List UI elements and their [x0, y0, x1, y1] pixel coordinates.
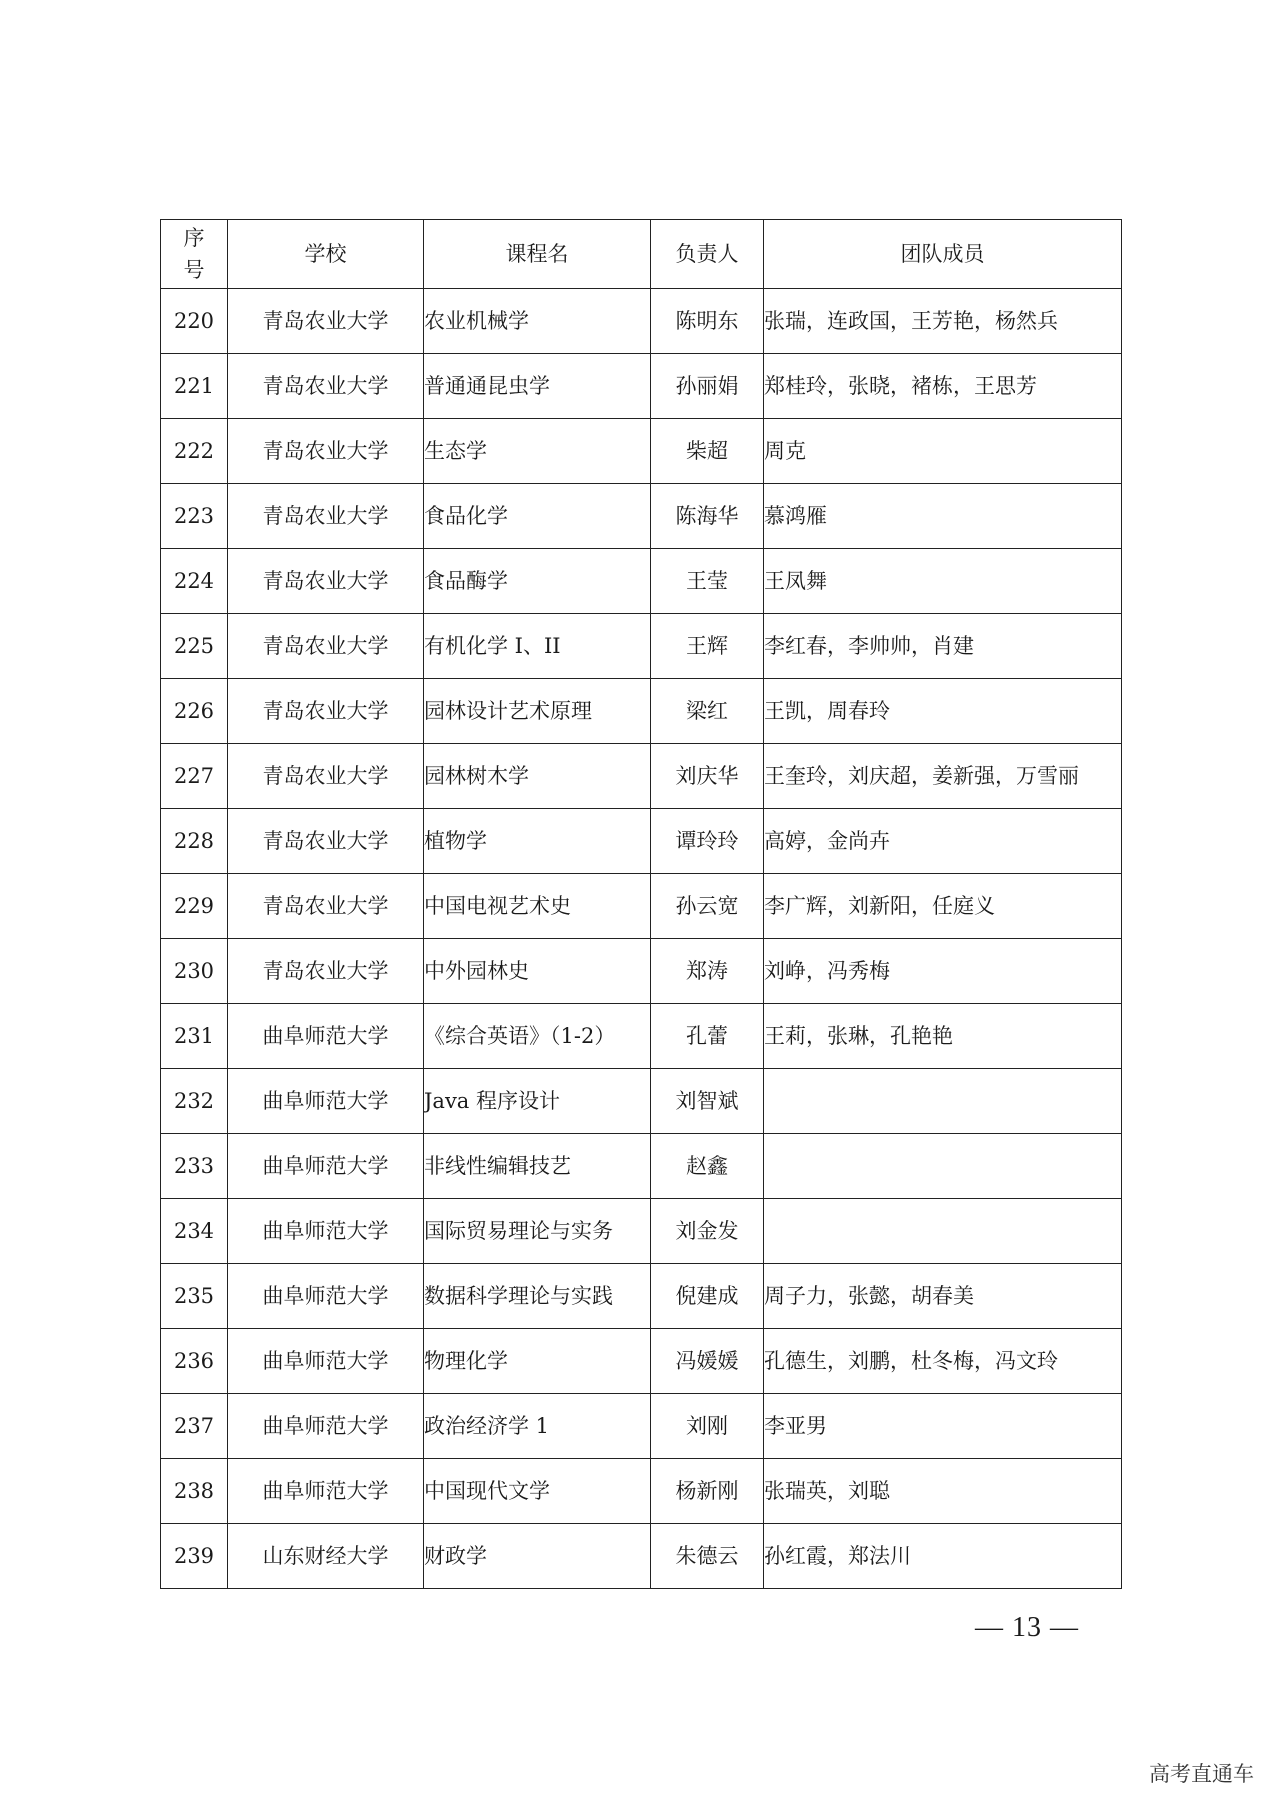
cell-num: 228	[161, 809, 228, 874]
cell-school: 青岛农业大学	[228, 354, 424, 419]
cell-school: 青岛农业大学	[228, 939, 424, 1004]
cell-team: 高婷，金尚卉	[764, 809, 1122, 874]
cell-school: 青岛农业大学	[228, 549, 424, 614]
cell-course: Java 程序设计	[424, 1069, 651, 1134]
cell-course: 园林树木学	[424, 744, 651, 809]
cell-school: 曲阜师范大学	[228, 1004, 424, 1069]
table-row	[161, 744, 1122, 809]
cell-num: 239	[161, 1524, 228, 1589]
cell-school: 青岛农业大学	[228, 484, 424, 549]
cell-school: 山东财经大学	[228, 1524, 424, 1589]
cell-course: 中外园林史	[424, 939, 651, 1004]
table-row	[161, 1199, 1122, 1264]
table-row	[161, 809, 1122, 874]
cell-team: 王凤舞	[764, 549, 1122, 614]
watermark: 高考直通车	[1149, 1762, 1254, 1786]
header-row	[161, 220, 1122, 289]
cell-num: 237	[161, 1394, 228, 1459]
course-table	[160, 219, 1122, 1589]
cell-team: 刘峥，冯秀梅	[764, 939, 1122, 1004]
cell-school: 曲阜师范大学	[228, 1394, 424, 1459]
cell-school: 曲阜师范大学	[228, 1199, 424, 1264]
cell-lead: 陈明东	[651, 289, 764, 354]
cell-team	[764, 1069, 1122, 1134]
table-row	[161, 614, 1122, 679]
table-row	[161, 289, 1122, 354]
table-row	[161, 1329, 1122, 1394]
cell-course: 有机化学 I、II	[424, 614, 651, 679]
cell-team: 郑桂玲，张晓，褚栋，王思芳	[764, 354, 1122, 419]
cell-num: 238	[161, 1459, 228, 1524]
cell-num: 232	[161, 1069, 228, 1134]
cell-team: 李广辉，刘新阳，任庭义	[764, 874, 1122, 939]
cell-num: 220	[161, 289, 228, 354]
cell-school: 曲阜师范大学	[228, 1329, 424, 1394]
table-row	[161, 939, 1122, 1004]
cell-course: 农业机械学	[424, 289, 651, 354]
cell-team: 张瑞英，刘聪	[764, 1459, 1122, 1524]
cell-lead: 王辉	[651, 614, 764, 679]
table-row	[161, 679, 1122, 744]
cell-lead: 孔蕾	[651, 1004, 764, 1069]
cell-course: 植物学	[424, 809, 651, 874]
cell-team: 孔德生，刘鹏，杜冬梅，冯文玲	[764, 1329, 1122, 1394]
cell-school: 青岛农业大学	[228, 874, 424, 939]
cell-num: 222	[161, 419, 228, 484]
cell-course: 中国电视艺术史	[424, 874, 651, 939]
cell-course: 物理化学	[424, 1329, 651, 1394]
table-row	[161, 874, 1122, 939]
cell-school: 曲阜师范大学	[228, 1134, 424, 1199]
cell-course: 食品化学	[424, 484, 651, 549]
cell-lead: 刘庆华	[651, 744, 764, 809]
cell-school: 曲阜师范大学	[228, 1264, 424, 1329]
cell-num: 234	[161, 1199, 228, 1264]
cell-lead: 朱德云	[651, 1524, 764, 1589]
cell-num: 223	[161, 484, 228, 549]
header-num: 序 号	[161, 220, 228, 289]
cell-school: 青岛农业大学	[228, 419, 424, 484]
cell-lead: 杨新刚	[651, 1459, 764, 1524]
table-row	[161, 419, 1122, 484]
cell-num: 225	[161, 614, 228, 679]
cell-num: 236	[161, 1329, 228, 1394]
table-row	[161, 1264, 1122, 1329]
cell-lead: 王莹	[651, 549, 764, 614]
header-team: 团队成员	[764, 220, 1122, 289]
cell-lead: 赵鑫	[651, 1134, 764, 1199]
cell-num: 229	[161, 874, 228, 939]
cell-num: 224	[161, 549, 228, 614]
cell-lead: 倪建成	[651, 1264, 764, 1329]
cell-course: 数据科学理论与实践	[424, 1264, 651, 1329]
cell-team: 慕鸿雁	[764, 484, 1122, 549]
cell-course: 非线性编辑技艺	[424, 1134, 651, 1199]
cell-course: 政治经济学 1	[424, 1394, 651, 1459]
cell-school: 曲阜师范大学	[228, 1069, 424, 1134]
cell-lead: 刘金发	[651, 1199, 764, 1264]
table-row	[161, 1069, 1122, 1134]
cell-course: 国际贸易理论与实务	[424, 1199, 651, 1264]
table-row	[161, 1394, 1122, 1459]
cell-lead: 柴超	[651, 419, 764, 484]
cell-team: 周克	[764, 419, 1122, 484]
cell-course: 中国现代文学	[424, 1459, 651, 1524]
cell-course: 生态学	[424, 419, 651, 484]
cell-school: 青岛农业大学	[228, 679, 424, 744]
header-lead: 负责人	[651, 220, 764, 289]
cell-team	[764, 1134, 1122, 1199]
cell-team: 王奎玲，刘庆超，姜新强，万雪丽	[764, 744, 1122, 809]
cell-course: 《综合英语》（1-2）	[424, 1004, 651, 1069]
cell-school: 青岛农业大学	[228, 289, 424, 354]
cell-team: 李亚男	[764, 1394, 1122, 1459]
cell-team	[764, 1199, 1122, 1264]
table-row	[161, 484, 1122, 549]
cell-lead: 冯媛媛	[651, 1329, 764, 1394]
header-school: 学校	[228, 220, 424, 289]
cell-team: 周子力，张懿，胡春美	[764, 1264, 1122, 1329]
table-row	[161, 1459, 1122, 1524]
table-row	[161, 1524, 1122, 1589]
header-course: 课程名	[424, 220, 651, 289]
cell-course: 食品酶学	[424, 549, 651, 614]
table-row	[161, 1134, 1122, 1199]
cell-lead: 梁红	[651, 679, 764, 744]
cell-lead: 孙云宽	[651, 874, 764, 939]
table-row	[161, 549, 1122, 614]
cell-num: 221	[161, 354, 228, 419]
cell-team: 孙红霞，郑法川	[764, 1524, 1122, 1589]
cell-school: 青岛农业大学	[228, 744, 424, 809]
cell-lead: 郑涛	[651, 939, 764, 1004]
page-number: — 13 —	[975, 1612, 1079, 1643]
table-row	[161, 354, 1122, 419]
cell-team: 张瑞，连政国，王芳艳，杨然兵	[764, 289, 1122, 354]
cell-school: 青岛农业大学	[228, 809, 424, 874]
cell-num: 230	[161, 939, 228, 1004]
cell-school: 青岛农业大学	[228, 614, 424, 679]
cell-lead: 陈海华	[651, 484, 764, 549]
cell-team: 王凯，周春玲	[764, 679, 1122, 744]
cell-lead: 谭玲玲	[651, 809, 764, 874]
cell-num: 235	[161, 1264, 228, 1329]
cell-num: 233	[161, 1134, 228, 1199]
cell-lead: 孙丽娟	[651, 354, 764, 419]
cell-lead: 刘智斌	[651, 1069, 764, 1134]
cell-school: 曲阜师范大学	[228, 1459, 424, 1524]
table-row	[161, 1004, 1122, 1069]
cell-num: 226	[161, 679, 228, 744]
cell-num: 227	[161, 744, 228, 809]
cell-num: 231	[161, 1004, 228, 1069]
cell-team: 李红春，李帅帅，肖建	[764, 614, 1122, 679]
cell-course: 园林设计艺术原理	[424, 679, 651, 744]
cell-team: 王莉，张琳，孔艳艳	[764, 1004, 1122, 1069]
cell-course: 普通通昆虫学	[424, 354, 651, 419]
cell-lead: 刘刚	[651, 1394, 764, 1459]
cell-course: 财政学	[424, 1524, 651, 1589]
